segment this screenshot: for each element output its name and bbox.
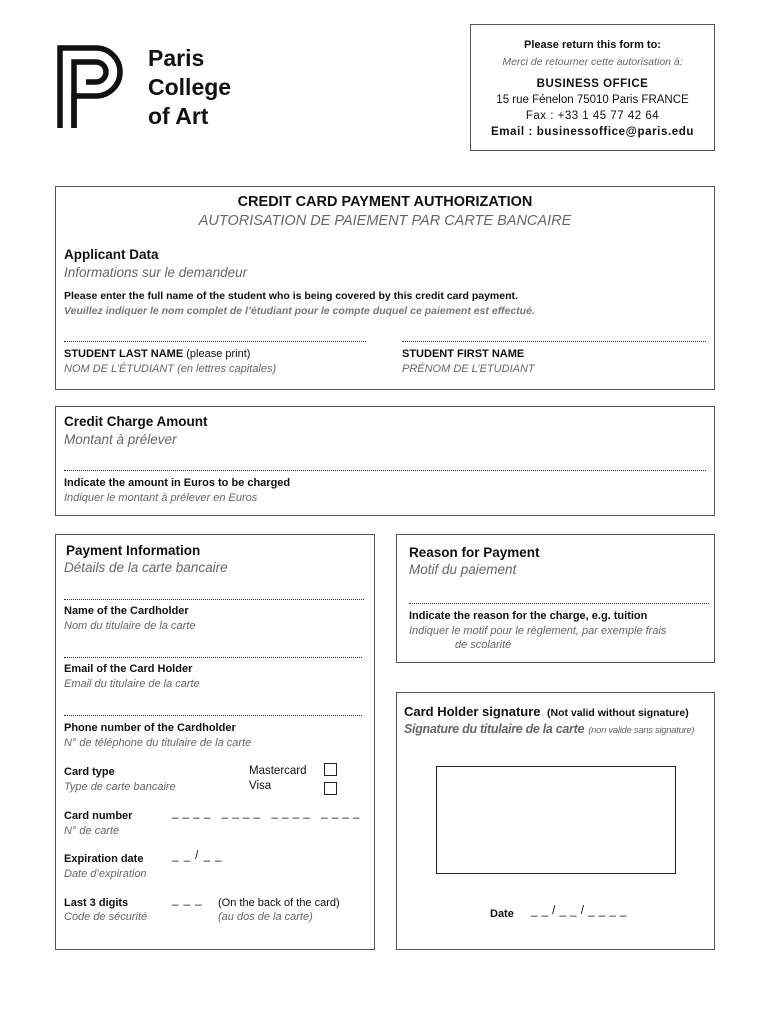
signature-heading-fr-row	[404, 720, 694, 738]
reason-field[interactable]	[409, 603, 709, 604]
date-field[interactable]: _ _ / _ _ / _ _ _ _	[531, 905, 627, 917]
last-name-field[interactable]	[64, 341, 366, 342]
payment-heading-fr: Détails de la carte bancaire	[64, 560, 228, 575]
reason-heading-fr: Motif du paiement	[409, 562, 517, 577]
payment-section	[55, 534, 375, 950]
last-name-label-fr: NOM DE L’ÉTUDIANT (en lettres capitales)	[64, 363, 277, 375]
phone-label-fr: N° de téléphone du titulaire de la carte	[64, 737, 252, 749]
mastercard-option-label: Mastercard	[249, 765, 307, 777]
cardholder-label: Name of the Cardholder	[64, 605, 189, 617]
logo-line-1: Paris	[148, 45, 205, 71]
card-type-label-fr: Type de carte bancaire	[64, 781, 176, 793]
reason-section	[396, 534, 715, 663]
return-address-box	[470, 24, 715, 151]
amount-label-fr: Indiquer le montant à prélever en Euros	[64, 492, 258, 504]
amount-heading: Credit Charge Amount	[64, 414, 208, 429]
signature-box[interactable]	[436, 766, 676, 874]
cardholder-label-fr: Nom du titulaire de la carte	[64, 620, 196, 632]
mastercard-checkbox[interactable]	[324, 763, 337, 776]
last-name-title: STUDENT LAST NAME	[64, 348, 184, 360]
reason-heading: Reason for Payment	[409, 545, 540, 560]
business-office: BUSINESS OFFICE	[536, 78, 649, 90]
office-address: 15 rue Fénelon 75010 Paris FRANCE	[496, 94, 689, 106]
applicant-instruction-fr: Veuillez indiquer le nom complet de l’étudiant pour le compte duquel ce paiement est effectué.	[64, 305, 535, 317]
email-label-fr: Email du titulaire de la carte	[64, 678, 200, 690]
visa-option-label: Visa	[249, 780, 272, 792]
security-code-label: Last 3 digits	[64, 897, 129, 909]
office-email: Email : businessoffice@paris.edu	[491, 126, 694, 138]
first-name-label-fr: PRÉNOM DE L’ETUDIANT	[402, 363, 535, 375]
payment-heading: Payment Information	[66, 543, 201, 558]
phone-label: Phone number of the Cardholder	[64, 722, 236, 734]
signature-heading: Card Holder signature	[404, 704, 541, 719]
signature-section	[396, 692, 715, 950]
security-code-label-fr: Code de sécurité	[64, 911, 148, 923]
return-title: Please return this form to:	[524, 39, 661, 51]
return-title-fr: Merci de retourner cette autorisation à:	[502, 56, 683, 68]
amount-section	[55, 406, 715, 516]
security-code-note-fr: (au dos de la carte)	[218, 911, 313, 923]
security-code-note: (On the back of the card)	[218, 897, 340, 909]
logo-text	[148, 44, 231, 131]
logo	[56, 44, 266, 130]
signature-heading-row	[404, 703, 689, 721]
card-number-field[interactable]: _ _ _ _ _ _ _ _ _ _ _ _ _ _ _ _	[172, 807, 360, 819]
amount-label: Indicate the amount in Euros to be charged	[64, 477, 291, 489]
expiration-field[interactable]: _ _ / _ _	[172, 850, 223, 862]
last-name-label	[64, 348, 250, 360]
office-fax: Fax : +33 1 45 77 42 64	[525, 110, 660, 122]
applicant-section	[55, 186, 715, 390]
reason-label-fr-2: de scolarité	[455, 639, 512, 651]
visa-checkbox[interactable]	[324, 782, 337, 795]
cardholder-field[interactable]	[64, 599, 364, 600]
reason-label-fr-1: Indiquer le motif pour le règlement, par exemple frais	[409, 625, 667, 637]
expiration-label-fr: Date d’expiration	[64, 868, 147, 880]
signature-note-fr: (non valide sans signature)	[588, 725, 695, 736]
paris-college-logo-icon	[56, 44, 132, 130]
logo-line-3: of Art	[148, 103, 209, 129]
last-name-note: (please print)	[186, 348, 251, 360]
date-label: Date	[490, 908, 514, 920]
amount-heading-fr: Montant à prélever	[64, 432, 177, 447]
form-title-fr: AUTORISATION DE PAIEMENT PAR CARTE BANCAIRE	[198, 213, 572, 229]
applicant-heading-fr: Informations sur le demandeur	[64, 265, 248, 280]
first-name-label: STUDENT FIRST NAME	[402, 348, 525, 360]
amount-field[interactable]	[64, 470, 706, 471]
email-label: Email of the Card Holder	[64, 663, 193, 675]
form-title: CREDIT CARD PAYMENT AUTHORIZATION	[237, 194, 533, 210]
expiration-label: Expiration date	[64, 853, 144, 865]
first-name-field[interactable]	[402, 341, 706, 342]
email-field[interactable]	[64, 657, 362, 658]
reason-label: Indicate the reason for the charge, e.g. tuition	[409, 610, 648, 622]
card-number-label-fr: N° de carte	[64, 825, 120, 837]
applicant-instruction: Please enter the full name of the student who is being covered by this credit card payment.	[64, 290, 518, 302]
card-number-label: Card number	[64, 810, 133, 822]
signature-heading-fr: Signature du titulaire de la carte	[404, 722, 585, 736]
phone-field[interactable]	[64, 715, 362, 716]
security-code-field[interactable]: _ _ _	[172, 894, 203, 906]
applicant-heading: Applicant Data	[64, 247, 159, 262]
signature-note: (Not valid without signature)	[546, 707, 689, 719]
logo-line-2: College	[148, 74, 232, 100]
card-type-label: Card type	[64, 766, 115, 778]
